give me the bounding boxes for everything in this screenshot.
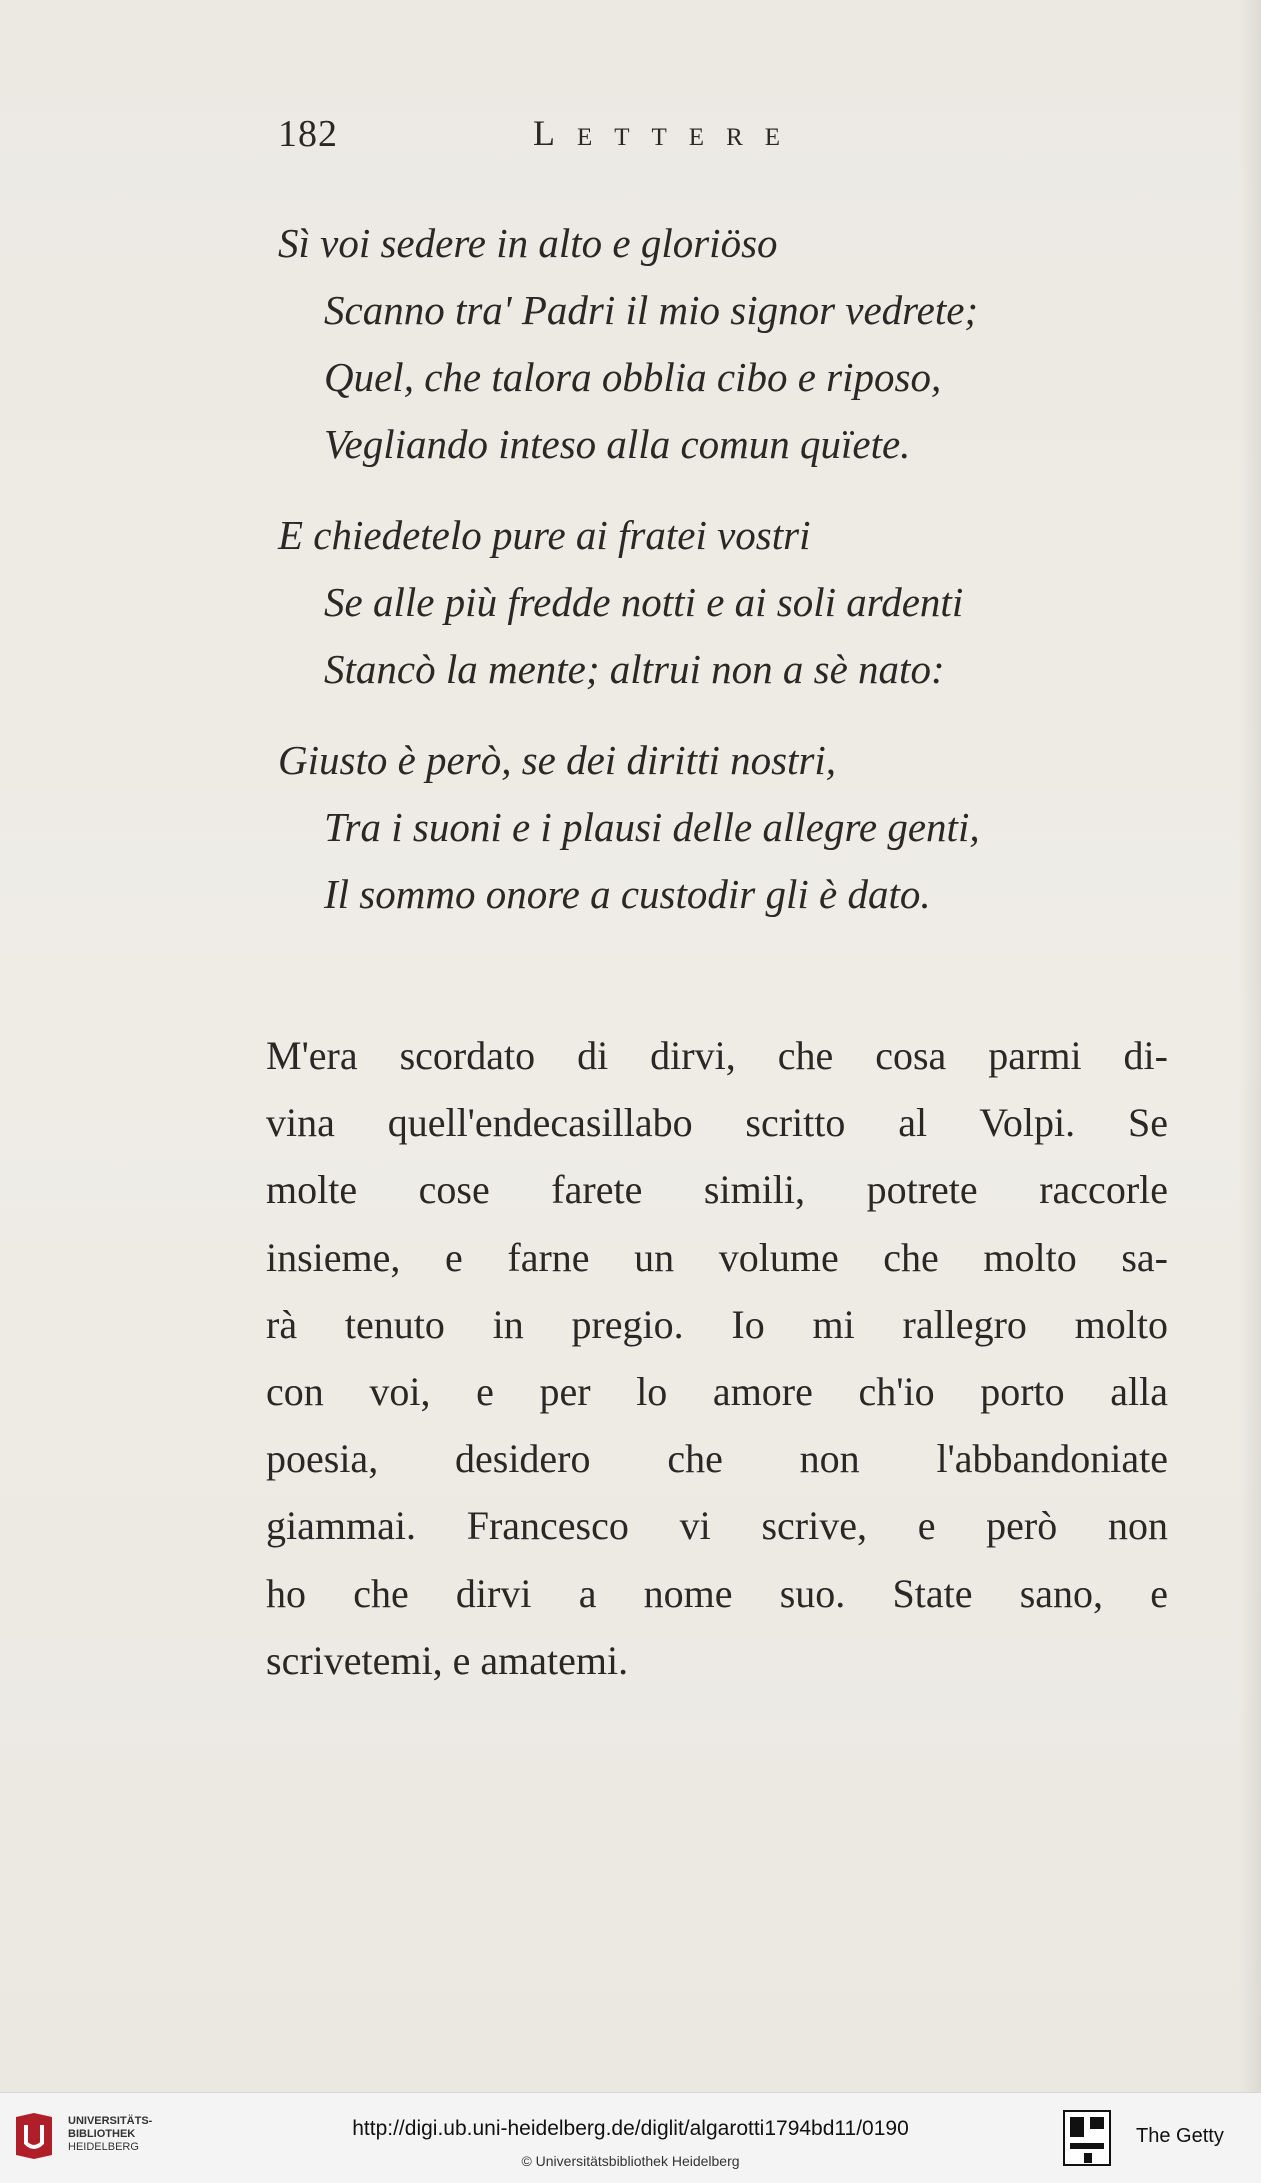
verse-line: Quel, che talora obblia cibo e riposo,	[324, 354, 942, 400]
prose-line: scrivetemi, e amatemi.	[266, 1637, 629, 1683]
verse-line: E chiedetelo pure ai fratei vostri	[278, 512, 811, 558]
partner-name: The Getty	[1136, 2125, 1224, 2147]
verse-line: Sì voi sedere in alto e gloriöso	[278, 220, 778, 266]
getty-logo-icon	[1062, 2109, 1112, 2167]
prose-line: ho che dirvi a nome suo. State sano, e	[266, 1570, 1168, 1616]
library-name: UNIVERSITÄTS- BIBLIOTHEK HEIDELBERG	[68, 2115, 153, 2153]
prose-line: rà tenuto in pregio. Io mi rallegro molto	[266, 1301, 1168, 1347]
prose-line: giammai. Francesco vi scrive, e però non	[266, 1503, 1168, 1549]
prose-line: M'era scordato di dirvi, che cosa parmi di-	[266, 1033, 1168, 1078]
verse-line: Tra i suoni e i plausi delle allegre genti,	[324, 804, 980, 850]
verse-line: Vegliando inteso alla comun quïete.	[324, 421, 911, 467]
page-header	[278, 112, 1138, 172]
prose-line: con voi, e per lo amore ch'io porto alla	[266, 1368, 1168, 1414]
page-permalink[interactable]: http://digi.ub.uni-heidelberg.de/diglit/algarotti1794bd11/0190	[352, 2117, 909, 2140]
copyright-notice: © Universitätsbibliothek Heidelberg	[521, 2153, 740, 2169]
verse-line: Stancò la mente; altrui non a sè nato:	[324, 646, 945, 692]
prose-line: poesia, desidero che non l'abbandoniate	[266, 1436, 1168, 1482]
page-edge-shadow	[1239, 0, 1261, 2092]
verse-line: Giusto è però, se dei diritti nostri,	[278, 737, 837, 783]
verse-line: Scanno tra' Padri il mio signor vedrete;	[324, 287, 979, 333]
verse-line: Se alle più fredde notti e ai soli ardenti	[324, 579, 964, 625]
prose-line: insieme, e farne un volume che molto sa-	[266, 1234, 1168, 1280]
prose-line: vina quell'endecasillabo scritto al Volpi. Se	[266, 1100, 1168, 1146]
viewer-footer	[0, 2092, 1261, 2183]
verse-line: Il sommo onore a custodir gli è dato.	[324, 871, 931, 917]
page-number: 182	[278, 113, 338, 155]
prose-paragraph	[266, 1022, 1168, 1694]
prose-line: molte cose farete simili, potrete raccorle	[266, 1167, 1168, 1213]
running-title: Lettere	[533, 113, 803, 153]
verse-block	[278, 210, 1178, 928]
